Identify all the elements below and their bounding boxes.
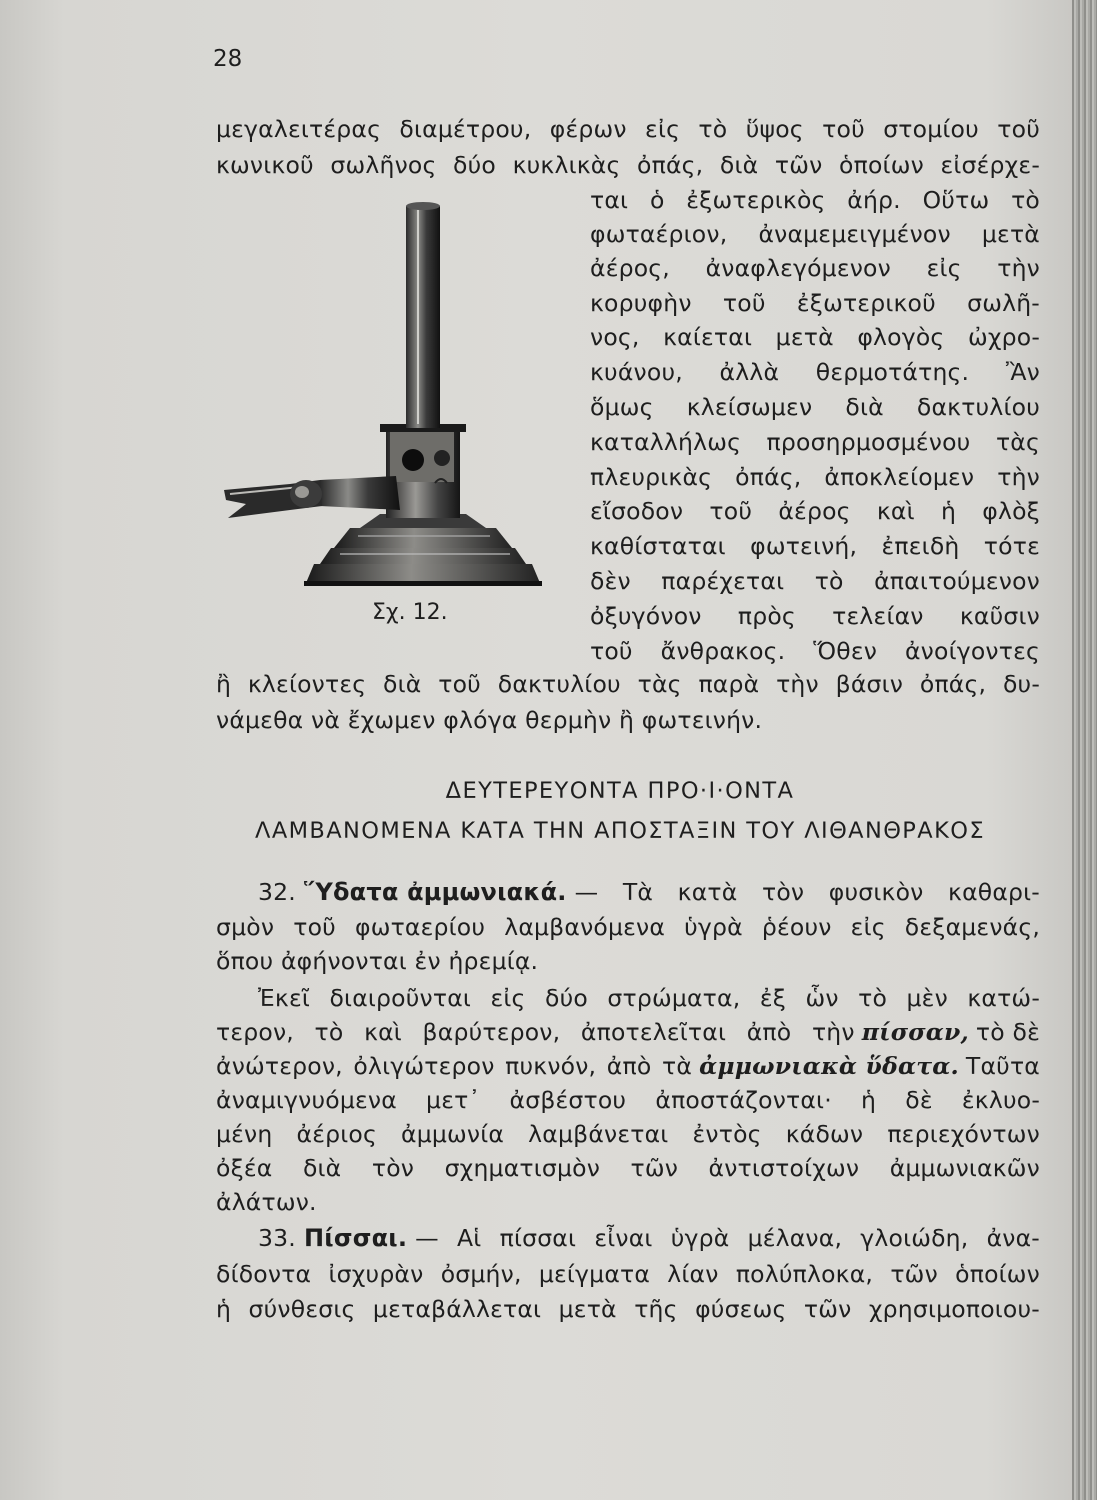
section-title: Πίσσαι. — [303, 1224, 408, 1252]
section-33-first-line — [258, 1224, 1040, 1252]
section-title: Ὕδατα ἀμμωνιακά. — [303, 878, 567, 906]
text-run: — Τὰ κατὰ τὸν φυσικὸν καθαρι- — [574, 878, 1040, 906]
text-line: νάμεθα νὰ ἔχωμεν φλόγα θερμὴν ἢ φωτεινήν. — [216, 706, 763, 734]
text-line: ὀξέα διὰ τὸν σχηματισμὸν τῶν ἀντιστοίχων ἀμμωνιακῶν — [216, 1154, 1040, 1182]
text-line: ἀλάτων. — [216, 1188, 317, 1216]
text-line: κωνικοῦ σωλῆνος δύο κυκλικὰς ὀπάς, διὰ τῶν ὁποίων εἰσέρχε- — [216, 151, 1040, 179]
figure-caption: Σχ. 12. — [372, 600, 448, 625]
text-line: νος, καίεται μετὰ φλογὸς ὠχρο- — [590, 323, 1040, 351]
text-line: ὅπου ἀφήνονται ἐν ἠρεμίᾳ. — [216, 947, 539, 975]
text-line: Ἐκεῖ διαιροῦνται εἰς δύο στρώματα, ἐξ ὧν τὸ μὲν κατώ- — [258, 984, 1040, 1012]
text-line: σμὸν τοῦ φωταερίου λαμβανόμενα ὑγρὰ ῥέουν εἰς δεξαμενάς, — [216, 913, 1040, 941]
text-run: — Αἱ πίσσαι εἶναι ὑγρὰ μέλανα, γλοιώδη, ἀνα- — [415, 1224, 1040, 1252]
text-line: ται ὁ ἐξωτερικὸς ἀήρ. Οὕτω τὸ — [590, 186, 1040, 214]
text-line: καθίσταται φωτεινή, ἐπειδὴ τότε — [590, 532, 1040, 560]
emphasized-term: ἀμμωνιακὰ ὕδατα. — [699, 1052, 959, 1080]
text-line: ἡ σύνθεσις μεταβάλλεται μετὰ τῆς φύσεως τῶν χρησιμοποιου- — [216, 1295, 1040, 1323]
text-line: δὲν παρέχεται τὸ ἀπαιτούμενον — [590, 567, 1040, 595]
text-line: κυάνου, ἀλλὰ θερμοτάτης. Ἂν — [590, 358, 1040, 386]
page-number: 28 — [213, 46, 243, 72]
section-heading: ΔΕΥΤΕΡΕΥΟΝΤΑ ΠΡΟ·Ι·ΟΝΤΑ — [445, 778, 795, 804]
page-edge — [1072, 0, 1097, 1500]
text-run: ἀνώτερον, ὀλιγώτερον πυκνόν, ἀπὸ τὰ — [216, 1052, 693, 1080]
text-run: τὸ δὲ — [975, 1018, 1040, 1046]
text-line: ἢ κλείοντες διὰ τοῦ δακτυλίου τὰς παρὰ τὴν βάσιν ὀπάς, δυ- — [216, 670, 1040, 698]
section-heading: ΛΑΜΒΑΝΟΜΕΝΑ ΚΑΤΑ ΤΗΝ ΑΠΟΣΤΑΞΙΝ ΤΟΥ ΛΙΘΑΝΘΡΑΚΟΣ — [255, 818, 985, 844]
text-line: ἀέρος, ἀναφλεγόμενον εἰς τὴν — [590, 254, 1040, 282]
text-run: τερον, τὸ καὶ βαρύτερον, ἀποτελεῖται ἀπὸ τὴν — [216, 1018, 855, 1046]
section-number: 33. — [258, 1224, 296, 1252]
text-line: δίδοντα ἰσχυρὰν ὀσμήν, μείγματα λίαν πολύπλοκα, τῶν ὁποίων — [216, 1260, 1040, 1288]
text-line: ὀξυγόνον πρὸς τελείαν καῦσιν — [590, 602, 1040, 630]
text-line: κορυφὴν τοῦ ἐξωτερικοῦ σωλῆ- — [590, 289, 1040, 317]
text-line: ἀναμιγνυόμενα μετ᾽ ἀσβέστου ἀποστάζονται· ἡ δὲ ἐκλυο- — [216, 1086, 1040, 1114]
emphasized-term: πίσσαν, — [861, 1018, 969, 1046]
text-run: Ταῦτα — [965, 1052, 1040, 1080]
text-line — [216, 1052, 1040, 1080]
text-line — [216, 1018, 1040, 1046]
text-line: φωταέριον, ἀναμεμειγμένον μετὰ — [590, 220, 1040, 248]
section-number: 32. — [258, 878, 296, 906]
text-line: μένη ἀέριος ἀμμωνία λαμβάνεται ἐντὸς κάδων περιεχόντων — [216, 1120, 1040, 1148]
text-line: μεγαλειτέρας διαμέτρου, φέρων εἰς τὸ ὕψος τοῦ στομίου τοῦ — [216, 115, 1040, 143]
section-32-first-line — [258, 878, 1040, 906]
bunsen-burner-figure — [220, 198, 550, 594]
text-line: εἴσοδον τοῦ ἀέρος καὶ ἡ φλὸξ — [590, 497, 1040, 525]
text-line: τοῦ ἄνθρακος. Ὅθεν ἀνοίγοντες — [590, 637, 1040, 665]
text-line: ὅμως κλείσωμεν διὰ δακτυλίου — [590, 393, 1040, 421]
text-line: καταλλήλως προσηρμοσμένου τὰς — [590, 428, 1040, 456]
text-line: πλευρικὰς ὀπάς, ἀποκλείομεν τὴν — [590, 463, 1040, 491]
